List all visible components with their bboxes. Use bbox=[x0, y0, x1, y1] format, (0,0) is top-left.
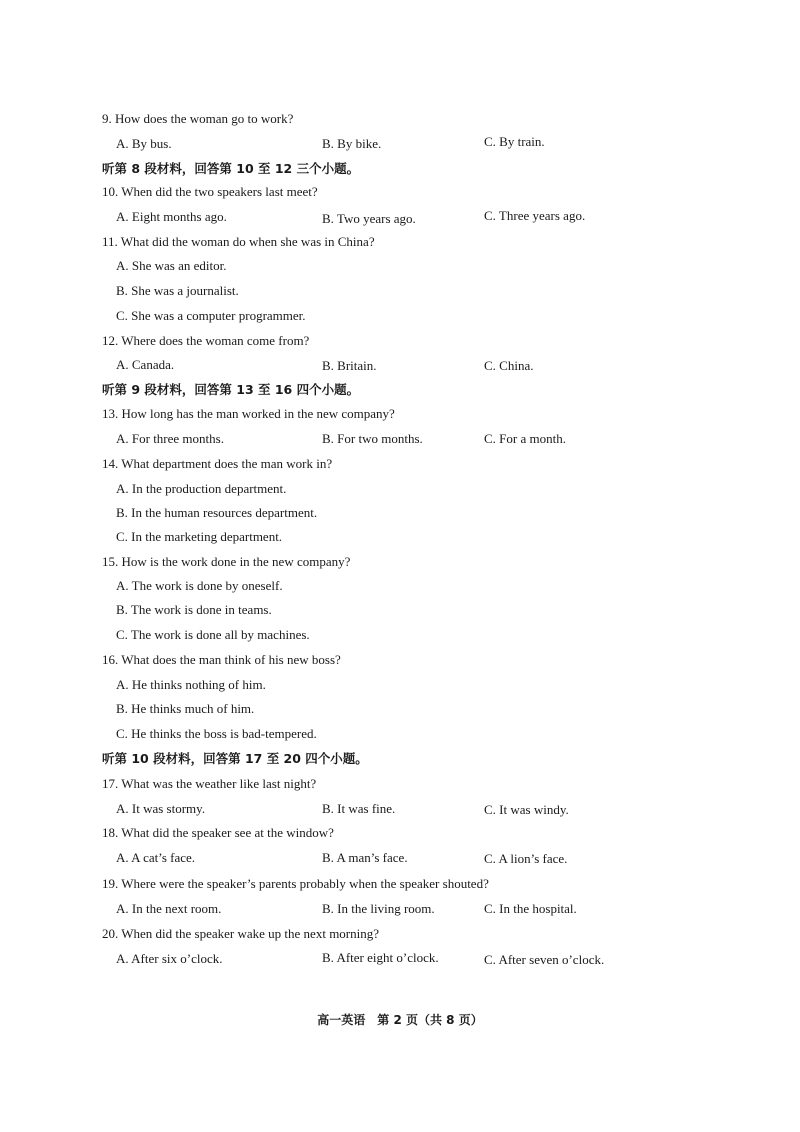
q18-option-a: A. A cat’s face. bbox=[116, 850, 196, 865]
q9-option-c: C. By train. bbox=[484, 134, 545, 149]
q13-option-a: A. For three months. bbox=[116, 431, 224, 446]
question-10: 10. When did the two speakers last meet? bbox=[102, 184, 318, 199]
q20-option-b: B. After eight o’clock. bbox=[322, 950, 439, 965]
q15-option-c: C. The work is done all by machines. bbox=[116, 627, 310, 642]
q11-option-a: A. She was an editor. bbox=[116, 258, 227, 273]
q9-option-a: A. By bus. bbox=[116, 136, 172, 151]
question-20: 20. When did the speaker wake up the next morning? bbox=[102, 926, 380, 941]
q17-option-c: C. It was windy. bbox=[484, 802, 569, 817]
q10-option-c: C. Three years ago. bbox=[484, 208, 586, 223]
q14-option-a: A. In the production department. bbox=[116, 481, 287, 496]
q11-option-c: C. She was a computer programmer. bbox=[116, 308, 306, 323]
q15-option-a: A. The work is done by oneself. bbox=[116, 578, 283, 593]
section-9-instruction: 听第 9 段材料，回答第 13 至 16 四个小题。 bbox=[102, 382, 360, 397]
question-9: 9. How does the woman go to work? bbox=[102, 111, 294, 126]
page-footer: 高一英语 第 2 页（共 8 页） bbox=[317, 1013, 483, 1027]
q9-option-b: B. By bike. bbox=[322, 136, 382, 151]
question-15: 15. How is the work done in the new company? bbox=[102, 554, 351, 569]
q16-option-c: C. He thinks the boss is bad-tempered. bbox=[116, 726, 317, 741]
question-17: 17. What was the weather like last night? bbox=[102, 776, 317, 791]
q19-option-b: B. In the living room. bbox=[322, 901, 435, 916]
q17-option-b: B. It was fine. bbox=[322, 801, 396, 816]
q11-option-b: B. She was a journalist. bbox=[116, 283, 239, 298]
q19-option-a: A. In the next room. bbox=[116, 901, 222, 916]
section-10-instruction: 听第 10 段材料，回答第 17 至 20 四个小题。 bbox=[102, 751, 368, 766]
question-19: 19. Where were the speaker’s parents probably when the speaker shouted? bbox=[102, 876, 489, 891]
question-14: 14. What department does the man work in? bbox=[102, 456, 333, 471]
q14-option-b: B. In the human resources department. bbox=[116, 505, 318, 520]
q18-option-c: C. A lion’s face. bbox=[484, 851, 568, 866]
question-12: 12. Where does the woman come from? bbox=[102, 333, 310, 348]
question-11: 11. What did the woman do when she was in China? bbox=[102, 234, 375, 249]
q16-option-a: A. He thinks nothing of him. bbox=[116, 677, 266, 692]
question-13: 13. How long has the man worked in the new company? bbox=[102, 406, 395, 421]
q17-option-a: A. It was stormy. bbox=[116, 801, 206, 816]
q18-option-b: B. A man’s face. bbox=[322, 850, 408, 865]
q10-option-a: A. Eight months ago. bbox=[116, 209, 227, 224]
q12-option-c: C. China. bbox=[484, 358, 534, 373]
q13-option-c: C. For a month. bbox=[484, 431, 566, 446]
q20-option-c: C. After seven o’clock. bbox=[484, 952, 605, 967]
q12-option-a: A. Canada. bbox=[116, 357, 175, 372]
q12-option-b: B. Britain. bbox=[322, 358, 377, 373]
q13-option-b: B. For two months. bbox=[322, 431, 423, 446]
section-8-instruction: 听第 8 段材料，回答第 10 至 12 三个小题。 bbox=[102, 161, 360, 176]
q10-option-b: B. Two years ago. bbox=[322, 211, 416, 226]
q15-option-b: B. The work is done in teams. bbox=[116, 602, 272, 617]
q19-option-c: C. In the hospital. bbox=[484, 901, 577, 916]
q16-option-b: B. He thinks much of him. bbox=[116, 701, 255, 716]
q14-option-c: C. In the marketing department. bbox=[116, 529, 283, 544]
question-18: 18. What did the speaker see at the window? bbox=[102, 825, 334, 840]
question-16: 16. What does the man think of his new boss? bbox=[102, 652, 341, 667]
q20-option-a: A. After six o’clock. bbox=[116, 951, 223, 966]
